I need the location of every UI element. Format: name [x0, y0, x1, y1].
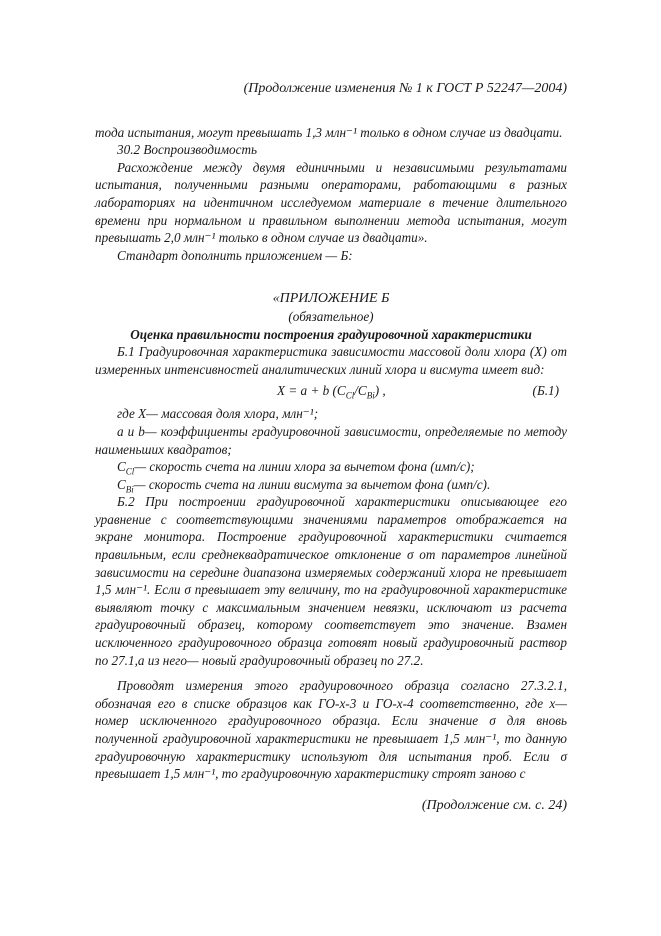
- formula-row: [95, 380, 567, 402]
- appendix-title: «ПРИЛОЖЕНИЕ Б: [272, 291, 390, 307]
- paragraph-continuation: тода испытания, могут превышать 1,3 млн⁻¹ только в одном случае из двадцати.: [95, 124, 563, 140]
- formula-number: (Б.1): [532, 383, 559, 399]
- paragraph-b1: Б.1 Градуировочная характеристика зависимости массовой доли хлора (X) от измеренных интенсивностей аналитических линий хлора и висмута имеет вид:: [95, 344, 567, 377]
- paragraph-measurements: Проводят измерения этого градуировочного образца согласно 27.3.2.1, обозначая его в списке образцов как ГО-х-3 и ГО-х-4 соответственно, где х— номер исключенного градуировочного образца. Если значение σ для вновь полученной градуировочной характеристики не превышает 1,5 млн⁻¹, то данную градуировочную характеристику используют для испытания проб. Если σ превышает 1,5 млн⁻¹, то градуировочную характеристику строят заново с: [95, 678, 567, 782]
- definition-c-cl: $C_{Cl}—$ скорость счета на линии хлора за вычетом фона (имп/с);: [117, 459, 475, 477]
- paragraph-b2: Б.2 При построении градуировочной характеристики описывающее его уравнение с соответствующими значениями параметров отображается на экране монитора. Построение градуировочной характеристики считается правильным, если среднеквадратическое отклонение σ от параметров линейной зависимости на середине диапазона измеряемых содержаний хлора не превышает 1,5 млн⁻¹. Если σ превышает эту величину, то на градуировочной характеристике выявляют точку с максимальным значением невязки, исключают из расчета градуировочный образец, которому соответствует это значение. Взамен исключенного градуировочного образца готовят новый градуировочный раствор по 27.1,а из него— новый градуировочный образец по 27.2.: [95, 494, 567, 668]
- paragraph-appendix-note: Стандарт дополнить приложением — Б:: [117, 247, 353, 263]
- definition-c-bi: $C_{Bi}—$ скорость счета на линии висмута за вычетом фона (имп/с).: [117, 476, 491, 495]
- appendix-heading: Оценка правильности построения градуировочной характеристики: [130, 326, 532, 342]
- definition-coefficients: a и b— коэффициенты градуировочной зависимости, определяемые по методу наименьших квадратов;: [95, 423, 567, 457]
- document-page: [95, 80, 567, 814]
- appendix-subtitle: (обязательное): [288, 308, 374, 324]
- formula: X = a + b $(C_{Cl}/C_{Bi})$ ,: [277, 383, 386, 401]
- page-footer: (Продолжение см. с. 24): [421, 797, 567, 813]
- page-header: (Продолжение изменения № 1 к ГОСТ Р 52247—2004): [243, 81, 567, 96]
- definition-x: где X— массовая доля хлора, млн⁻¹;: [117, 406, 319, 422]
- section-heading-reproducibility: 30.2 Воспроизводимость: [117, 142, 258, 158]
- paragraph-reproducibility: Расхождение между двумя единичными и независимыми результатами испытания, полученными разными операторами, работающими в разных лабораториях на идентичном исследуемом материале в течение длительного времени при нормальном и правильном выполнении метода испытания, могут превышать 2,0 млн⁻¹ только в одном случае из двадцати».: [95, 159, 567, 246]
